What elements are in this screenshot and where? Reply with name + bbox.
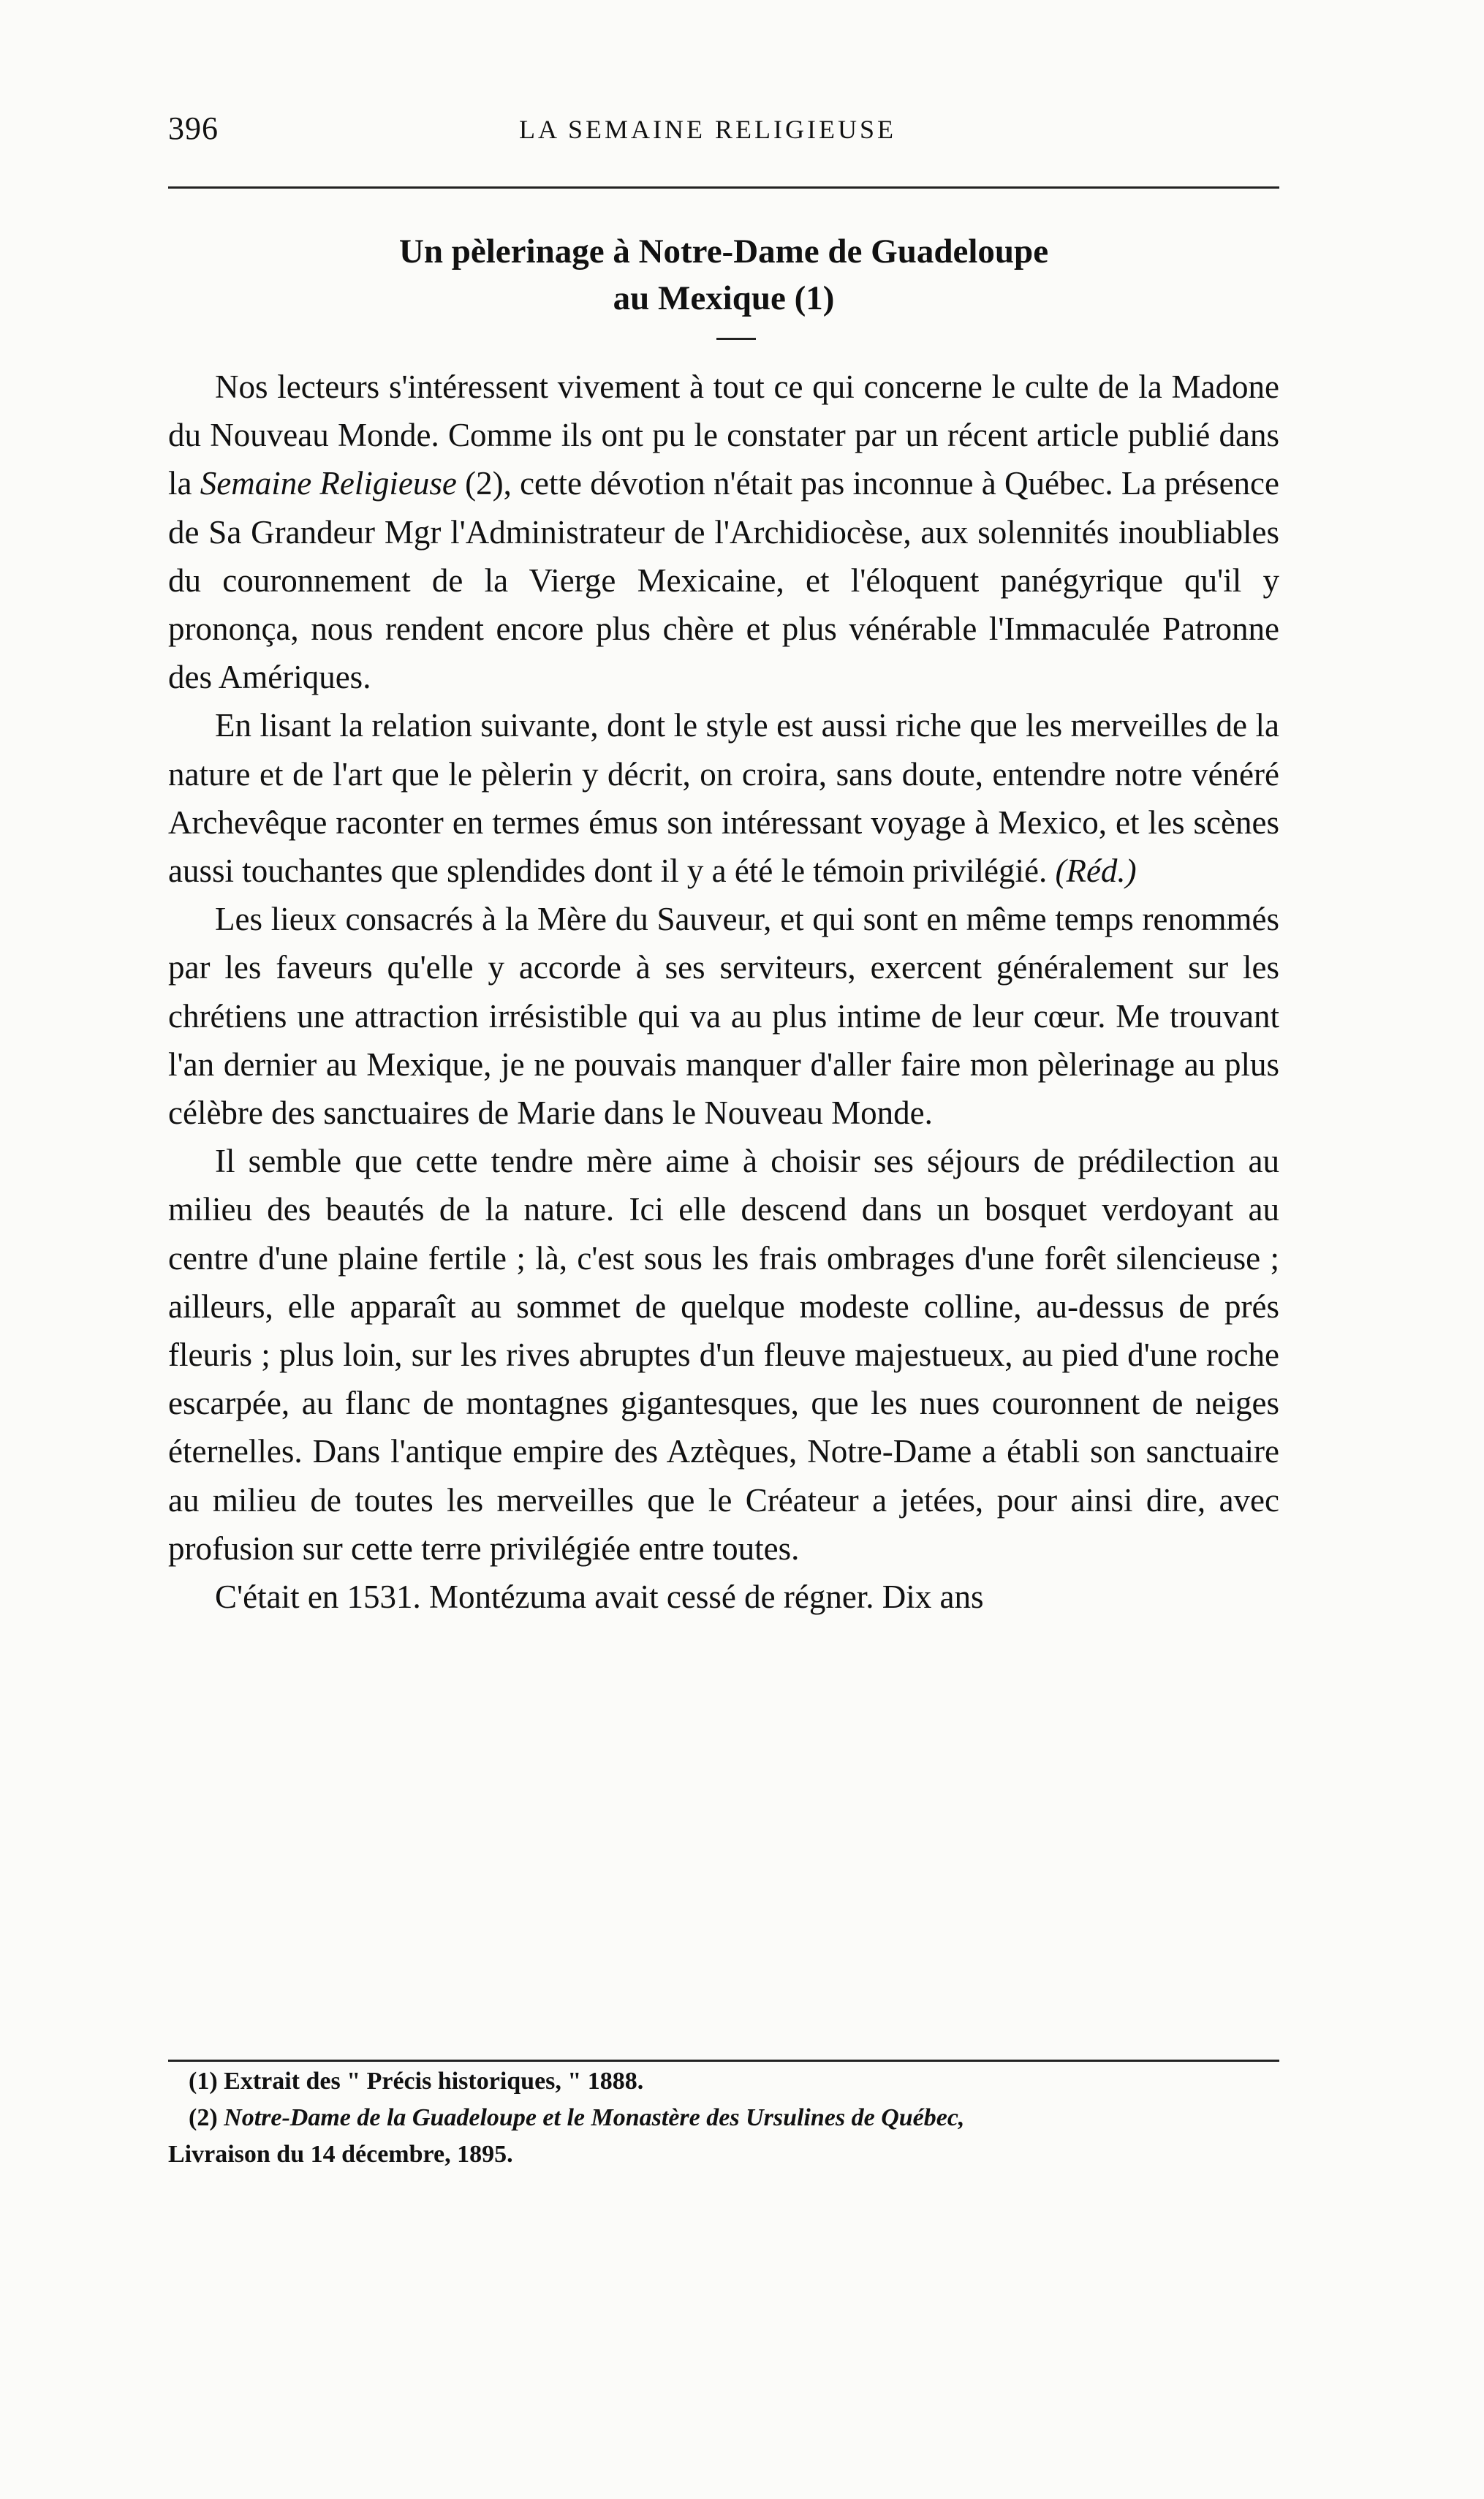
paragraph: Il semble que cette tendre mère aime à choisir ses séjours de prédilection au milieu des beautés de la nature. Ici elle descend dans un bosquet verdoyant au centre d'une plaine fertile ; là, c'est sous les frais ombrages d'une forêt silencieuse ; ailleurs, elle apparaît au sommet de quelque modeste colline, au-dessus de prés fleuris ; plus loin, sur les rives abruptes d'un fleuve majestueux, au pied d'une roche escarpée, au flanc de montagnes gigantesques, que les nues couronnent de neiges éternelles. Dans l'antique empire des Aztèques, Notre-Dame a établi son sanctuaire au milieu de toutes les merveilles que le Créateur a jetées, pour ainsi dire, avec profusion sur cette terre privilégiée entre toutes. <box>168 1143 1279 1567</box>
article-title-line-2: au Mexique (1) <box>613 279 835 317</box>
title-separator <box>716 338 756 340</box>
page-number: 396 <box>168 110 219 146</box>
journal-name: Semaine Religieuse <box>200 465 457 502</box>
footnotes <box>168 2063 1279 2173</box>
article-body <box>168 363 1279 1621</box>
editor-note: (Réd.) <box>1055 852 1137 890</box>
article-title <box>168 228 1279 322</box>
footnote-1: (1) Extrait des " Précis historiques, " 1888. <box>189 2068 644 2095</box>
running-head <box>168 110 1279 161</box>
paragraph: C'était en 1531. Montézuma avait cessé de régner. Dix ans <box>215 1579 984 1616</box>
article-title-line-1: Un pèlerinage à Notre-Dame de Guadeloupe <box>398 232 1049 271</box>
paragraph-intro: Nos lecteurs s'intéressent vivement à tout ce qui concerne le culte de la Madone du Nouveau Monde. Comme ils ont pu le constater par un récent article publié dans la Semaine Religieuse (2), cette dévotion n'était pas inconnue à Québec. La présence de Sa Grandeur Mgr l'Administrateur de l'Archidiocèse, aux solennités inoubliables du couronnement de la Vierge Mexicaine, et l'éloquent panégyrique qu'il y prononça, nous rendent encore plus chère et plus vénérable l'Immaculée Patronne des Amériques. <box>168 368 1279 696</box>
footnote-2: (2) Notre-Dame de la Guadeloupe et le Monastère des Ursulines de Québec, Livraison du 14 décembre, 1895. <box>168 2104 965 2168</box>
paragraph: Les lieux consacrés à la Mère du Sauveur, et qui sont en même temps renommés par les faveurs qu'elle y accorde à ses serviteurs, exercent généralement sur les chrétiens une attraction irrésistible qui va au plus intime de leur cœur. Me trouvant l'an dernier au Mexique, je ne pouvais manquer d'aller faire mon pèlerinage au plus célèbre des sanctuaires de Marie dans le Nouveau Monde. <box>168 901 1279 1132</box>
footnote-rule <box>168 2060 1279 2062</box>
paragraph-editorial: En lisant la relation suivante, dont le style est aussi riche que les merveilles de la nature et de l'art que le pèlerin y décrit, on croira, sans doute, entendre notre vénéré Archevêque raconter en termes émus son intéressant voyage à Mexico, et les scènes aussi touchantes que splendides dont il y a été le témoin privilégié. (Réd.) <box>168 707 1279 890</box>
running-head-title: LA SEMAINE RELIGIEUSE <box>519 115 896 144</box>
header-rule <box>168 186 1279 189</box>
